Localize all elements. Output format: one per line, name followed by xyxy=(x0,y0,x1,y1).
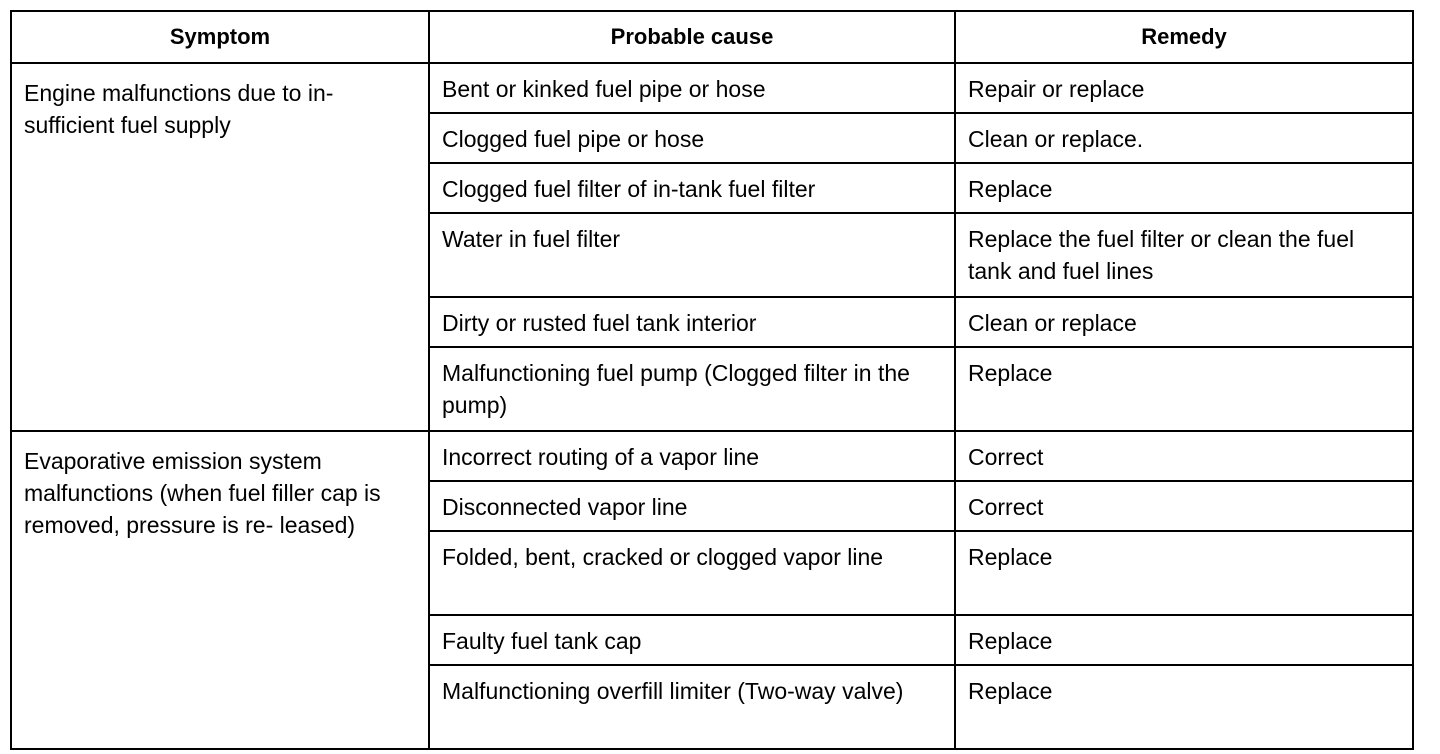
troubleshooting-table xyxy=(10,10,1414,750)
cause-cell: Malfunctioning fuel pump (Clogged filter in the pump) xyxy=(429,347,955,431)
cause-cell: Clogged fuel filter of in-tank fuel filter xyxy=(429,163,955,213)
remedy-cell: Replace xyxy=(955,163,1413,213)
remedy-cell: Replace xyxy=(955,531,1413,615)
cause-cell: Folded, bent, cracked or clogged vapor line xyxy=(429,531,955,615)
table-row xyxy=(11,431,1413,481)
troubleshooting-sheet xyxy=(10,10,1414,750)
remedy-cell: Replace xyxy=(955,615,1413,665)
remedy-cell: Clean or replace xyxy=(955,297,1413,347)
cause-cell: Bent or kinked fuel pipe or hose xyxy=(429,63,955,113)
header-symptom: Symptom xyxy=(11,11,429,63)
remedy-cell: Replace the fuel filter or clean the fuel tank and fuel lines xyxy=(955,213,1413,297)
cause-cell: Incorrect routing of a vapor line xyxy=(429,431,955,481)
header-row xyxy=(11,11,1413,63)
cause-cell: Dirty or rusted fuel tank interior xyxy=(429,297,955,347)
header-probable-cause: Probable cause xyxy=(429,11,955,63)
remedy-cell: Replace xyxy=(955,347,1413,431)
symptom-cell: Engine malfunctions due to in- sufficient fuel supply xyxy=(11,63,429,431)
cause-cell: Disconnected vapor line xyxy=(429,481,955,531)
remedy-cell: Repair or replace xyxy=(955,63,1413,113)
symptom-cell: Evaporative emission system malfunctions (when fuel filler cap is removed, pressure is re- leased) xyxy=(11,431,429,749)
cause-cell: Water in fuel filter xyxy=(429,213,955,297)
cause-cell: Faulty fuel tank cap xyxy=(429,615,955,665)
cause-cell: Malfunctioning overfill limiter (Two-way valve) xyxy=(429,665,955,749)
remedy-cell: Correct xyxy=(955,431,1413,481)
remedy-cell: Correct xyxy=(955,481,1413,531)
table-row xyxy=(11,63,1413,113)
remedy-cell: Clean or replace. xyxy=(955,113,1413,163)
remedy-cell: Replace xyxy=(955,665,1413,749)
cause-cell: Clogged fuel pipe or hose xyxy=(429,113,955,163)
header-remedy: Remedy xyxy=(955,11,1413,63)
